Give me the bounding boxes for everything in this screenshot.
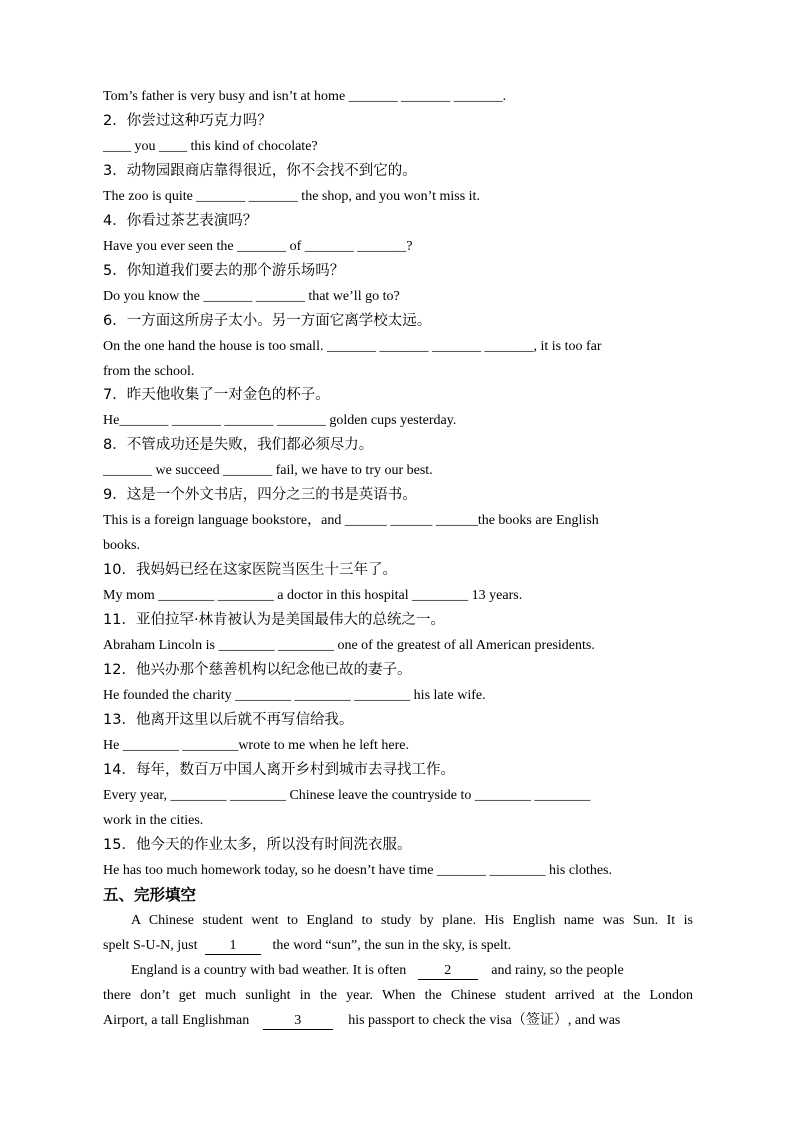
item14-chinese: 14．每年，数百万中国人离开乡村到城市去寻找工作。 <box>103 762 455 778</box>
cloze-paragraph2-line1 <box>131 958 693 983</box>
cloze-text: spelt S-U-N, just <box>103 938 198 953</box>
item8-english: _______ we succeed _______ fail, we have to try our best. <box>103 463 433 478</box>
cloze-paragraph2-line2: there don’t get much sunlight in the year. When the Chinese student arrived at the London <box>103 988 693 1003</box>
cloze-text: Airport, a tall Englishman <box>103 1013 250 1028</box>
item6-english-line2: from the school. <box>103 364 195 379</box>
item15-chinese: 15．他今天的作业太多，所以没有时间洗衣服。 <box>103 837 412 853</box>
item6-english-line1: On the one hand the house is too small. _______ _______ _______ _______, it is too far <box>103 339 602 354</box>
item12-chinese: 12．他兴办那个慈善机构以纪念他已故的妻子。 <box>103 662 412 678</box>
item2-english: ____ you ____ this kind of chocolate? <box>103 139 318 154</box>
item13-english: He ________ ________wrote to me when he left here. <box>103 738 409 753</box>
item7-english: He_______ _______ _______ _______ golden cups yesterday. <box>103 413 457 428</box>
item4-english: Have you ever seen the _______ of _______ _______? <box>103 239 413 254</box>
item1-english: Tom’s father is very busy and isn’t at home _______ _______ _______. <box>103 89 507 104</box>
item11-chinese: 11．亚伯拉罕·林肯被认为是美国最伟大的总统之一。 <box>103 612 446 628</box>
cloze-paragraph1-line1: A Chinese student went to England to study by plane. His English name was Sun. It is <box>131 913 693 928</box>
item4-chinese: 4．你看过茶艺表演吗？ <box>103 213 258 229</box>
cloze-text: the word “sun”, the sun in the sky, is spelt. <box>272 938 512 953</box>
item14-english-line2: work in the cities. <box>103 813 204 828</box>
item12-english: He founded the charity ________ ________ ________ his late wife. <box>103 688 486 703</box>
cloze-paragraph2-line3 <box>103 1008 693 1033</box>
item2-chinese: 2．你尝过这种巧克力吗？ <box>103 113 272 129</box>
cloze-text: his passport to check the visa（签证）, and was <box>348 1013 621 1028</box>
item15-english: He has too much homework today, so he doesn’t have time _______ ________ his clothes. <box>103 863 612 878</box>
cloze-blank-1[interactable]: 1 <box>205 938 261 955</box>
item11-english: Abraham Lincoln is ________ ________ one of the greatest of all American presidents. <box>103 638 595 653</box>
item5-chinese: 5．你知道我们要去的那个游乐场吗？ <box>103 263 345 279</box>
item10-chinese: 10．我妈妈已经在这家医院当医生十三年了。 <box>103 562 397 578</box>
cloze-text: England is a country with bad weather. It is often <box>131 963 407 978</box>
cloze-heading: 五、完形填空 <box>103 886 197 904</box>
item13-chinese: 13．他离开这里以后就不再写信给我。 <box>103 712 354 728</box>
cloze-blank-3[interactable]: 3 <box>263 1013 333 1030</box>
item9-chinese: 9．这是一个外文书店，四分之三的书是英语书。 <box>103 487 417 503</box>
item3-english: The zoo is quite _______ _______ the shop, and you won’t miss it. <box>103 189 480 204</box>
cloze-blank-2[interactable]: 2 <box>418 963 478 980</box>
item9-english-line2: books. <box>103 538 140 553</box>
item10-english: My mom ________ ________ a doctor in this hospital ________ 13 years. <box>103 588 523 603</box>
cloze-text: and rainy, so the people <box>491 963 624 978</box>
item9-english-line1: This is a foreign language bookstore，and ______ ______ ______the books are English <box>103 513 599 528</box>
item3-chinese: 3．动物园跟商店靠得很近，你不会找不到它的。 <box>103 163 417 179</box>
item14-english-line1: Every year, ________ ________ Chinese leave the countryside to ________ ________ <box>103 788 591 803</box>
item8-chinese: 8．不管成功还是失败，我们都必须尽力。 <box>103 437 374 453</box>
item7-chinese: 7．昨天他收集了一对金色的杯子。 <box>103 387 330 403</box>
item6-chinese: 6．一方面这所房子太小。另一方面它离学校太远。 <box>103 313 432 329</box>
item5-english: Do you know the _______ _______ that we’ll go to? <box>103 289 400 304</box>
cloze-paragraph1-line2 <box>103 933 693 958</box>
